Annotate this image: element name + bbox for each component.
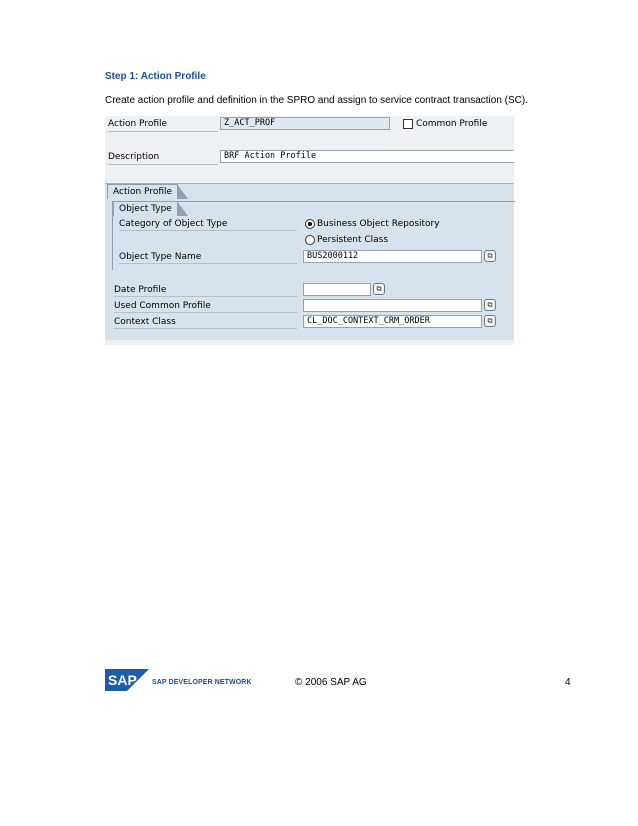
object-type-name-field[interactable]: BUS2000112 xyxy=(303,250,482,263)
sap-logo-text: SAP xyxy=(108,672,137,688)
radio-persistent-class[interactable] xyxy=(305,235,315,245)
object-type-name-label: Object Type Name xyxy=(119,252,202,262)
step-title: Step 1: Action Profile xyxy=(105,71,206,82)
developer-network-label: SAP DEVELOPER NETWORK xyxy=(152,679,252,686)
value-help-icon[interactable]: ⧉ xyxy=(484,315,496,327)
value-help-icon[interactable]: ⧉ xyxy=(484,299,496,311)
context-class-label: Context Class xyxy=(114,317,176,327)
action-profile-field[interactable]: Z_ACT_PROF xyxy=(220,117,390,130)
used-common-profile-label: Used Common Profile xyxy=(114,301,211,311)
sap-action-profile-screen xyxy=(105,116,514,345)
common-profile-checkbox[interactable] xyxy=(403,119,413,129)
page-number: 4 xyxy=(565,677,571,688)
common-profile-label: Common Profile xyxy=(416,119,488,129)
label-underline xyxy=(119,230,297,231)
context-class-field[interactable]: CL_DOC_CONTEXT_CRM_ORDER xyxy=(303,315,482,328)
label-underline xyxy=(114,312,297,313)
action-profile-label: Action Profile xyxy=(108,119,168,129)
radio-persistent-label: Persistent Class xyxy=(317,235,389,245)
value-help-icon[interactable]: ⧉ xyxy=(484,250,496,262)
copyright: © 2006 SAP AG xyxy=(295,677,367,688)
action-profile-panel xyxy=(105,183,514,340)
description-label: Description xyxy=(108,152,160,162)
radio-bor-label: Business Object Repository xyxy=(317,219,440,229)
label-underline xyxy=(119,263,297,264)
date-profile-label: Date Profile xyxy=(114,285,167,295)
date-profile-field[interactable] xyxy=(303,283,371,296)
category-label: Category of Object Type xyxy=(119,219,228,229)
label-underline xyxy=(108,164,218,165)
description-field[interactable]: BRF Action Profile xyxy=(220,150,514,163)
label-underline xyxy=(114,328,297,329)
label-underline xyxy=(108,131,218,132)
used-common-profile-field[interactable] xyxy=(303,299,482,312)
label-underline xyxy=(114,296,297,297)
radio-business-object-repository[interactable] xyxy=(305,219,315,229)
intro-paragraph: Create action profile and definition in the SPRO and assign to service contract transaction (SC). xyxy=(105,95,528,106)
object-type-group-title: Object Type xyxy=(113,201,178,216)
value-help-icon[interactable]: ⧉ xyxy=(373,283,385,295)
sap-logo xyxy=(105,669,149,691)
tab-action-profile[interactable]: Action Profile xyxy=(107,184,178,199)
